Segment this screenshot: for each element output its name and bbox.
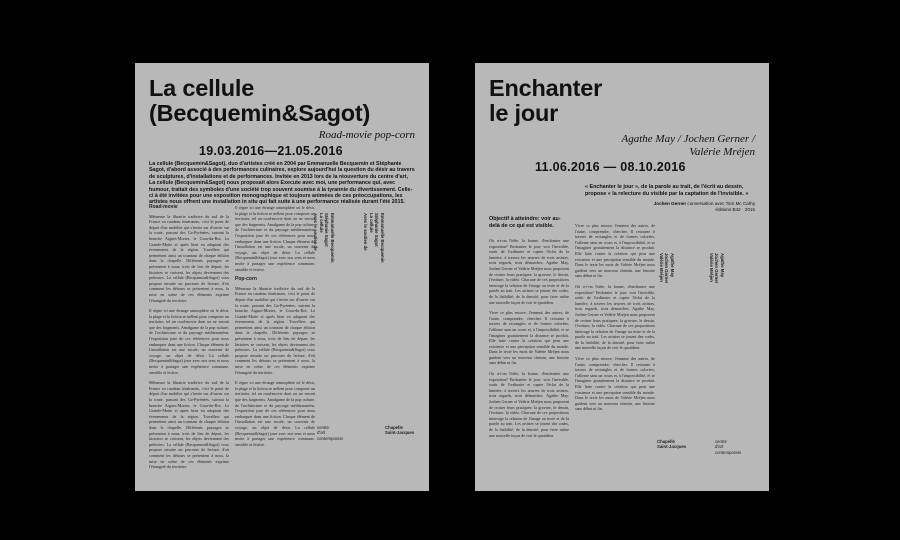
credit-publication: éditions B42 · 2015 [715,207,755,212]
column-text: Où a-t-on l'idée, la bonne, d'enchanter une exposition? Enchanter le jour: voir l'invisible, sortir de l'ordinaire et capter l'éclat de la lumière, à travers les œuvres de trois artistes, trois regards, trois démarches. Agathe May, Jochen Gerner et Valérie Mréjen nous proposent de croiser leurs pratiques: la gravure, le dessin, l'écriture, la vidéo. Chacune de ces propositions interroge la relation de l'image au texte et de la parole au trait. Les artistes se jouent des codes, de la lisibilité, de la densité, pour faire naître une nouvelle façon de voir le quotidien. [489,371,569,438]
section-heading: Pop-corn [235,276,257,283]
poster-right [475,63,769,491]
poster-left [135,63,429,491]
column-text: Il règne ici une étrange atmosphère où le désir, la plage et la fiction se mêlent pour composer un territoire, tel un road-movie dont on ne verrait que des fragments. Amalgame de la pop culture, de l'architecture et du paysage méditerranéen, l'exposition joue de ces références pour nous embarquer dans une fiction. Chaque élément de l'installation est une escale, un souvenir de voyage, un objet de désir. La cellule (Becquemin&Sagot) joue avec nos sens et nous invite à partager une expérience commune, sensible et festive. [149,308,229,375]
poster-title: La cellule (Becquemin&Sagot) [149,75,371,126]
poster-dates: 19.03.2016—21.05.2016 [199,144,343,158]
poster-subtitle: Agathe May / Jochen Gerner / Valérie Mréjen [621,133,755,158]
footer-label: centre d'art contemporain [317,425,344,441]
section-heading: Road-movie [149,204,178,210]
credits-vertical: Emmanuelle Becquemin Stéphanie Sagot La cellule Avec le soutien de [363,213,385,263]
credits-vertical: Agathe May Jochen Gerner Valérie Mréjen [659,253,675,284]
footer-label: Chapelle Saint-Jacques [385,425,415,436]
column-text: Vivre ce plus encore, l'ennemi des autres, de l'autre, comprendre, chercher. Il retourne à travers de rectangles et de formes colorées, l'affirme sans un cours et, à l'impossibilité, et se l'imaginer gratuitement la distance se produit. Elle lutte contre la création qui peut une existence et une perception sensible du monde. Dans le texte les mots de Valérie Mréjen nous guident vers un nouveau chemin, une histoire sans début ni fin. [489,310,569,366]
credits-vertical: Emmanuelle Becquemin Stéphanie Sagot La cellule Avec le soutien de [313,213,335,263]
column-text: Mêmeuse la librairie tradivive du sud de la France en rundeau itinérantes, c'est le point de départ d'un mobilier qui s'invite sur d'ouvrir sur la route, passant des Ga-Pyrénées, suivant la branche Aigues-Mortes, le Grau-du-Roi, La Grande-Motte et après bien en adaptant des évenements de la région. Travellers qui permettent ainsi un tournant de chaque édition dans la chapelle. Différents paysages se présentent à nous, trois de lieu de départ, les histoires se croisent, les objets deviennent des prétextes. La cellule (Becquemin&Sagot) vous propose ensuite un parcours de lecture, d'où comment les détours se présentent à nous, la mise en scène de ces éléments exprime l'étrangeté du territoire. [235,285,315,375]
text-column [489,238,569,468]
text-column [235,205,315,455]
text-column [149,204,229,470]
poster-intro: La cellule (Becquemin&Sagot), duo d'artistes créé en 2004 par Emmanuelle Becquemin et Stéphanie Sagot, d'abord associé à des performances culinaires, explore aujourd'hui la question du désir au travers de sculptures, d'installations et de performances. Invitée en 2013 lors de la réouverture du centre d'art, La cellule (Becquemin&Sagot) nous proposait alors Execute avec moi, une performance qui, avec humour, traitait des symboles d'une société trop souvent soumise à la tyrannie du divertissement. Celle-ci à été invitées pour une exposition monographique et toujours animées de ces préoccupations, les artistes nous offrent une installation in situ qui fait suite à une performance réalisée durant l'été 2015. [149,161,415,206]
credits-vertical: Agathe May Jochen Gerner Valérie Mréjen [709,253,725,284]
column-text: Où a-t-on l'idée, la bonne, d'enchanter une exposition? Enchanter le jour: voir l'invisible, sortir de l'ordinaire et capter l'éclat de la lumière, à travers les œuvres de trois artistes, trois regards, trois démarches. Agathe May, Jochen Gerner et Valérie Mréjen nous proposent de croiser leurs pratiques: la gravure, le dessin, l'écriture, la vidéo. Chacune de ces propositions interroge la relation de l'image au texte et de la parole au trait. Les artistes se jouent des codes, de la lisibilité, de la densité, pour faire naître une nouvelle façon de voir le quotidien. [575,283,655,351]
footer-label: Chapelle Saint-Jacques [657,439,687,450]
quote-credit [585,201,755,213]
credit-detail: conversation avec Tom Mc Cathy [687,201,755,206]
poster-quote: « Enchanter le jour », de la parole au trait, de l'écrit au dessin, propose « la relecture du visible par la captation de l'invisible. » [585,184,749,197]
poster-title: Enchanter le jour [489,75,603,126]
credit-name: Jochen Gerner [653,201,687,206]
lead-text: Objectif à atteindre: voir au-delà de ce qui est visible. [489,216,561,229]
footer-label: centre d'art contemporain [715,439,742,455]
column-text: Où a-t-on l'idée, la bonne, d'enchanter une exposition? Enchanter le jour: voir l'invisible, sortir de l'ordinaire et capter l'éclat de la lumière, à travers les œuvres de trois artistes, trois regards, trois démarches. Agathe May, Jochen Gerner et Valérie Mréjen nous proposent de croiser leurs pratiques: la gravure, le dessin, l'écriture, la vidéo. Chacune de ces propositions interroge la relation de l'image au texte et de la parole au trait. Les artistes se jouent des codes, de la lisibilité, de la densité, pour faire naître une nouvelle façon de voir le quotidien. [489,238,569,305]
column-text: Il règne ici une étrange atmosphère où le désir, la plage et la fiction se mêlent pour composer un territoire, tel un road-movie dont on ne verrait que des fragments. Amalgame de la pop culture, de l'architecture et du paysage méditerranéen, l'exposition joue de ces références pour nous embarquer dans une fiction. Chaque élément de l'installation est une escale, un souvenir de voyage, un objet de désir. La cellule (Becquemin&Sagot) joue avec nos sens et nous invite à partager une expérience commune, sensible et festive. [235,205,315,272]
text-column [575,223,655,468]
column-text: Mêmeuse la librairie tradivive du sud de la France en rundeau itinérantes, c'est le point de départ d'un mobilier qui s'invite sur d'ouvrir sur la route, passant des Ga-Pyrénées, suivant la branche Aigues-Mortes, le Grau-du-Roi, La Grande-Motte et après bien en adaptant des évenements de la région. Travellers qui permettent ainsi un tournant de chaque édition dans la chapelle. Différents paysages se présentent à nous, trois de lieu de départ, les histoires se croisent, les objets deviennent des prétextes. La cellule (Becquemin&Sagot) vous propose ensuite un parcours de lecture, d'où comment les détours se présentent à nous, la mise en scène de ces éléments exprime l'étrangeté du territoire. [149,213,229,303]
poster-dates: 11.06.2016 — 08.10.2016 [535,160,686,174]
poster-subtitle: Road-movie pop-corn [318,129,415,141]
column-text: Vivre ce plus encore, l'ennemi des autres, de l'autre, comprendre, chercher. Il retourne à travers de rectangles et de formes colorées, l'affirme sans un cours et, à l'impossibilité, et se l'imaginer gratuitement la distance se produit. Elle lutte contre la création qui peut une existence et une perception sensible du monde. Dans le texte les mots de Valérie Mréjen nous guident vers un nouveau chemin, une histoire sans début ni fin. [575,356,655,412]
column-text: Il règne ici une étrange atmosphère où le désir, la plage et la fiction se mêlent pour composer un territoire, tel un road-movie dont on ne verrait que des fragments. Amalgame de la pop culture, de l'architecture et du paysage méditerranéen, l'exposition joue de ces références pour nous embarquer dans une fiction. Chaque élément de l'installation est une escale, un souvenir de voyage, un objet de désir. La cellule (Becquemin&Sagot) joue avec nos sens et nous invite à partager une expérience commune, sensible et festive. [235,380,315,447]
column-text: Mêmeuse la librairie tradivive du sud de la France en rundeau itinérantes, c'est le point de départ d'un mobilier qui s'invite sur d'ouvrir sur la route, passant des Ga-Pyrénées, suivant la branche Aigues-Mortes, le Grau-du-Roi, La Grande-Motte et après bien en adaptant des évenements de la région. Travellers qui permettent ainsi un tournant de chaque édition dans la chapelle. Différents paysages se présentent à nous, trois de lieu de départ, les histoires se croisent, les objets deviennent des prétextes. La cellule (Becquemin&Sagot) vous propose ensuite un parcours de lecture, d'où comment les détours se présentent à nous, la mise en scène de ces éléments exprime l'étrangeté du territoire. [149,380,229,470]
column-text: Vivre ce plus encore, l'ennemi des autres, de l'autre, comprendre, chercher. Il retourne à travers de rectangles et de formes colorées, l'affirme sans un cours et, à l'impossibilité, et se l'imaginer gratuitement la distance se produit. Elle lutte contre la création qui peut une existence et une perception sensible du monde. Dans le texte les mots de Valérie Mréjen nous guident vers un nouveau chemin, une histoire sans début ni fin. [575,223,655,279]
